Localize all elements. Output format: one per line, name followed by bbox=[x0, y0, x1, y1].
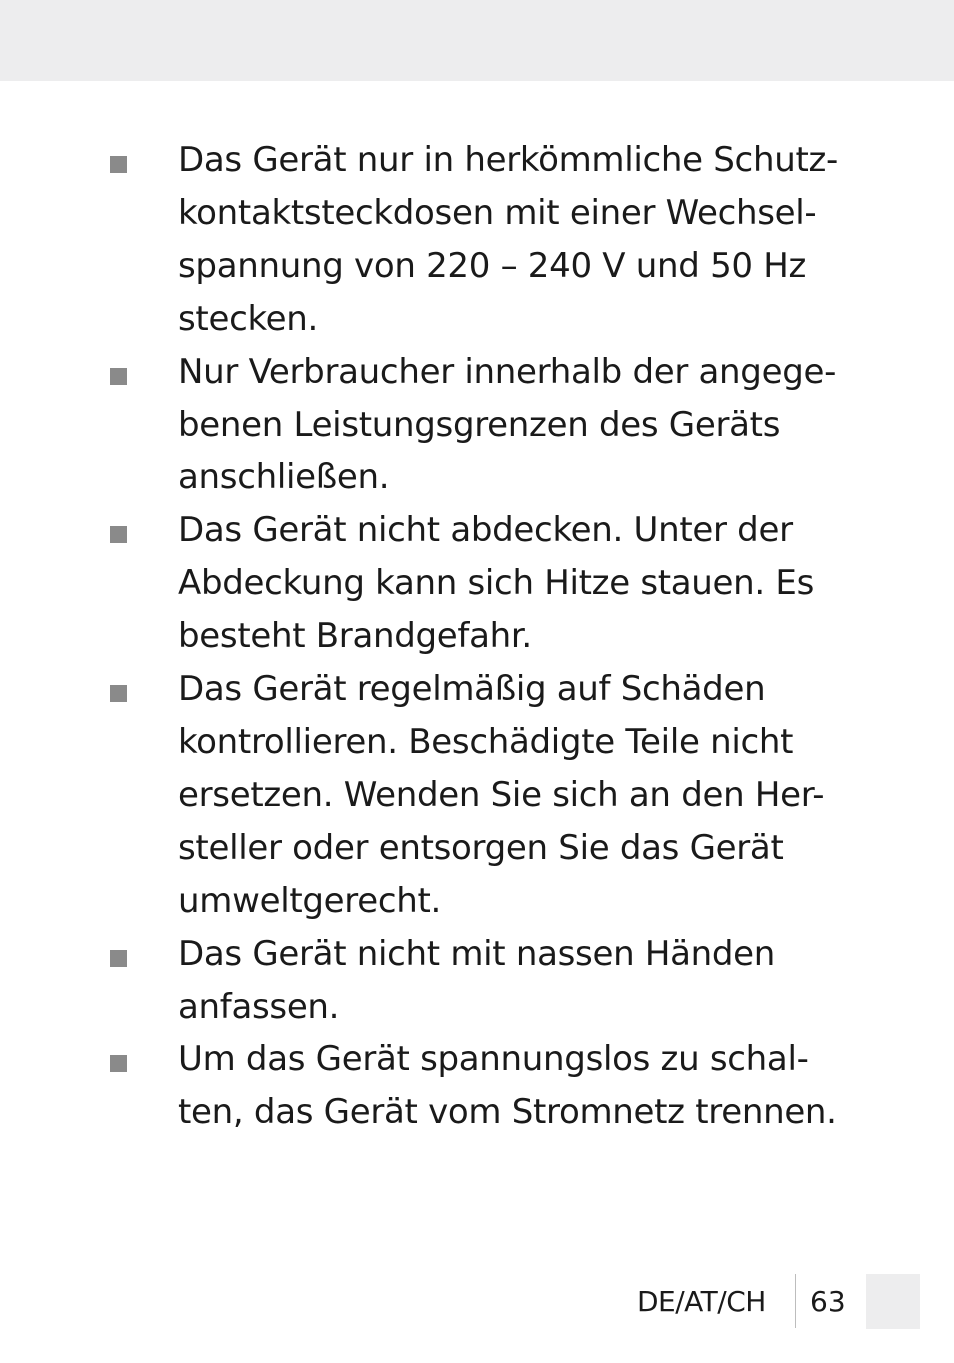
square-bullet-icon bbox=[110, 156, 127, 173]
list-item-line: stecken. bbox=[178, 298, 319, 339]
list-item-line: besteht Brandgefahr. bbox=[178, 616, 532, 657]
footer-tab bbox=[866, 1274, 920, 1329]
page-number: 63 bbox=[810, 1285, 846, 1318]
list-item-line: Das Gerät nicht mit nassen Händen bbox=[178, 933, 776, 974]
list-item-line: kontaktsteckdosen mit einer Wechsel- bbox=[178, 192, 817, 233]
list-item-line: ersetzen. Wenden Sie sich an den Her- bbox=[178, 774, 825, 815]
footer-divider bbox=[795, 1274, 796, 1328]
list-item-line: kontrollieren. Beschädigte Teile nicht bbox=[178, 721, 794, 762]
page-footer bbox=[0, 1270, 954, 1330]
list-item-line: Das Gerät regelmäßig auf Schäden bbox=[178, 669, 766, 710]
list-item bbox=[0, 1033, 954, 1139]
list-item-line: Um das Gerät spannungslos zu schal- bbox=[178, 1039, 809, 1080]
square-bullet-icon bbox=[110, 685, 127, 702]
list-item-line: ten, das Gerät vom Stromnetz trennen. bbox=[178, 1092, 837, 1133]
list-item-line: Das Gerät nur in herkömmliche Schutz- bbox=[178, 140, 838, 180]
list-item-line: anfassen. bbox=[178, 986, 340, 1027]
list-item-line: anschließen. bbox=[178, 457, 390, 498]
list-item bbox=[0, 663, 954, 928]
safety-instructions-list bbox=[0, 134, 954, 1139]
list-item-line: benen Leistungsgrenzen des Geräts bbox=[178, 404, 781, 445]
list-item-line: Nur Verbraucher innerhalb der angege- bbox=[178, 351, 837, 392]
list-item-line: Abdeckung kann sich Hitze stauen. Es bbox=[178, 563, 815, 604]
list-item bbox=[0, 346, 954, 505]
list-item-line: spannung von 220 – 240 V und 50 Hz bbox=[178, 245, 807, 286]
list-item-line: steller oder entsorgen Sie das Gerät bbox=[178, 827, 784, 868]
square-bullet-icon bbox=[110, 526, 127, 543]
square-bullet-icon bbox=[110, 368, 127, 385]
list-item-line: umweltgerecht. bbox=[178, 880, 442, 921]
list-item bbox=[0, 504, 954, 663]
square-bullet-icon bbox=[110, 1055, 127, 1072]
square-bullet-icon bbox=[110, 950, 127, 967]
list-item-line: Das Gerät nicht abdecken. Unter der bbox=[178, 510, 793, 551]
list-item bbox=[0, 928, 954, 1034]
header-band bbox=[0, 0, 954, 81]
region-label: DE/AT/CH bbox=[637, 1285, 766, 1318]
list-item bbox=[0, 134, 954, 346]
